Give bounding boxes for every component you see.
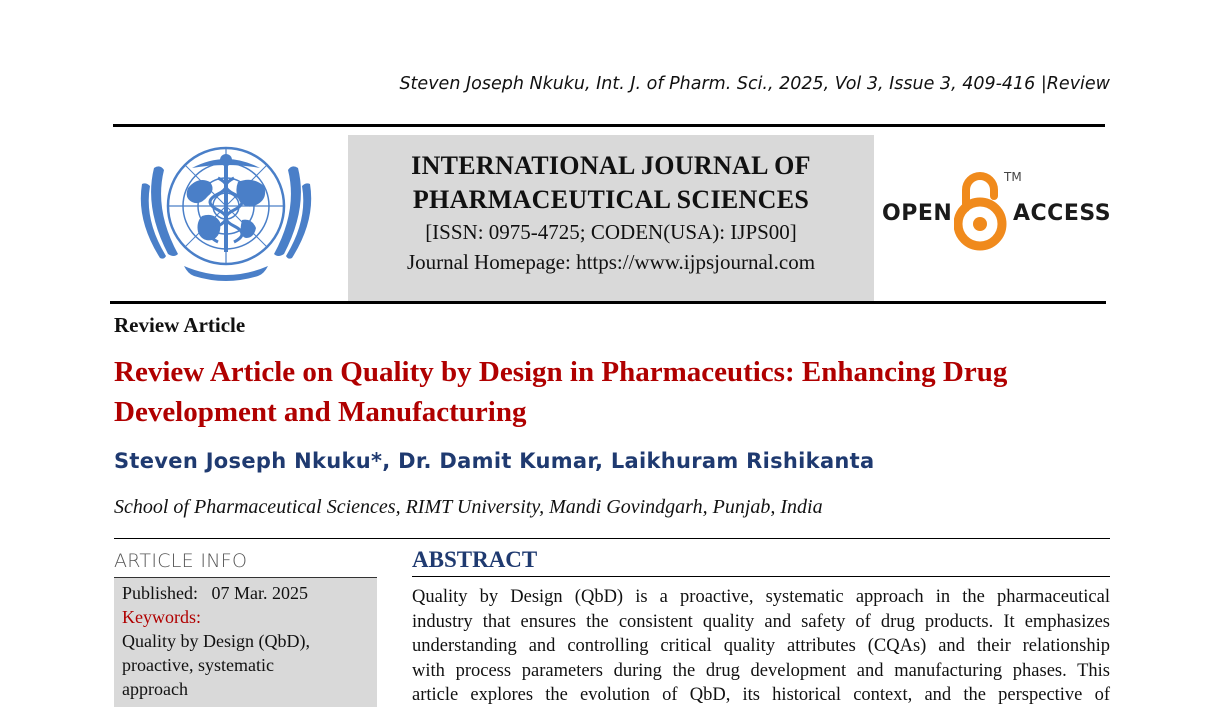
article-type-label: Review Article <box>114 313 246 337</box>
article-info-box <box>114 577 377 707</box>
abstract-line: industry that ensures the consistent quality and safety of drug products. It emphasizes <box>412 611 1110 632</box>
un-caduceus-emblem-icon <box>128 138 324 282</box>
open-access-word1: OPEN <box>882 201 953 226</box>
article-title: Review Article on Quality by Design in Pharmaceutics: Enhancing Drug Development and Manufacturing <box>114 356 1008 428</box>
article-affiliation: School of Pharmaceutical Sciences, RIMT University, Mandi Govindgarh, Punjab, India <box>114 496 823 518</box>
open-access-lock-icon <box>954 168 1010 252</box>
open-access-word2: ACCESS <box>1013 201 1112 226</box>
top-rule <box>113 124 1105 127</box>
abstract-line: understanding and controlling critical quality attributes (CQAs) and their relationship <box>412 636 1110 656</box>
journal-masthead <box>348 135 874 301</box>
abstract-body <box>412 585 1110 708</box>
journal-issn: [ISSN: 0975-4725; CODEN(USA): IJPS00] <box>425 220 797 244</box>
article-authors: Steven Joseph Nkuku*, Dr. Damit Kumar, Laikhuram Rishikanta <box>114 449 875 473</box>
abstract-line: Quality by Design (QbD) is a proactive, systematic approach in the pharmaceutical <box>412 587 1110 607</box>
journal-homepage: Journal Homepage: https://www.ijpsjournal.com <box>406 250 816 274</box>
keywords-line: proactive, systematic <box>122 655 274 675</box>
keywords-line: Quality by Design (QbD), <box>122 631 310 651</box>
abstract-heading: ABSTRACT <box>412 547 538 572</box>
keywords-label: Keywords: <box>122 607 201 627</box>
journal-name-line2: PHARMACEUTICAL SCIENCES <box>412 185 810 214</box>
article-info-heading: ARTICLE INFO <box>114 550 248 572</box>
published-label: Published: <box>122 583 199 603</box>
open-access-tm: TM <box>1004 170 1022 184</box>
abstract-line: article explores the evolution of QbD, its historical context, and the perspective of <box>412 685 1110 705</box>
section-rule <box>114 538 1110 539</box>
open-access-logo <box>880 168 1110 252</box>
abstract-line: with process parameters during the drug development and manufacturing phases. This <box>412 660 1110 681</box>
abstract-rule <box>412 576 1110 577</box>
published-row <box>122 581 369 605</box>
journal-name-line1: INTERNATIONAL JOURNAL OF <box>411 151 811 180</box>
published-date: 07 Mar. 2025 <box>211 583 309 603</box>
running-header: Steven Joseph Nkuku, Int. J. of Pharm. Sci., 2025, Vol 3, Issue 3, 409-416 |Review <box>399 74 1110 94</box>
keywords-line: approach <box>122 679 188 699</box>
masthead-bottom-rule <box>110 301 1106 304</box>
